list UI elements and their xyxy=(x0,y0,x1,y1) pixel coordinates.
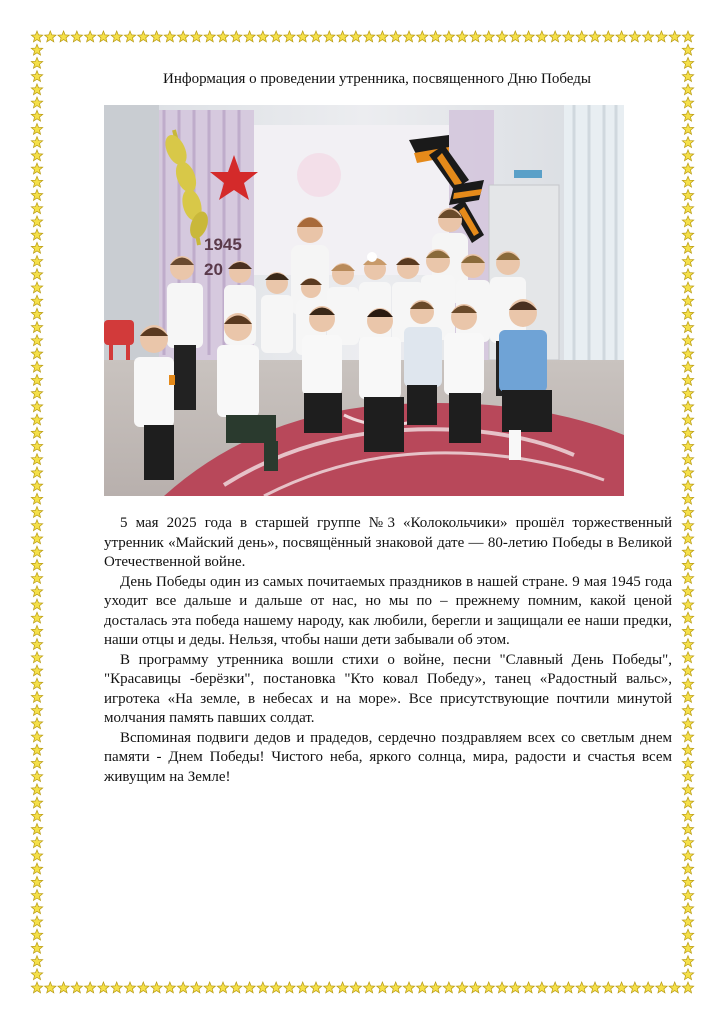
border-star-icon xyxy=(682,533,693,544)
border-star-icon xyxy=(31,203,42,214)
border-star-icon xyxy=(682,269,693,280)
border-star-icon xyxy=(363,31,374,42)
border-star-icon xyxy=(682,256,693,267)
border-star-icon xyxy=(111,31,122,42)
border-star-icon xyxy=(31,440,42,451)
border-star-icon xyxy=(563,982,574,993)
border-star-icon xyxy=(31,308,42,319)
border-star-icon xyxy=(682,559,693,570)
border-star-icon xyxy=(682,652,693,663)
border-star-icon xyxy=(31,533,42,544)
border-star-icon xyxy=(31,757,42,768)
border-star-icon xyxy=(682,308,693,319)
border-star-icon xyxy=(603,982,614,993)
border-star-icon xyxy=(177,982,188,993)
border-star-icon xyxy=(124,31,135,42)
border-star-icon xyxy=(31,771,42,782)
border-star-icon xyxy=(682,639,693,650)
border-star-icon xyxy=(31,176,42,187)
border-star-icon xyxy=(31,797,42,808)
border-star-icon xyxy=(682,691,693,702)
border-star-icon xyxy=(390,982,401,993)
border-star-icon xyxy=(31,652,42,663)
border-star-icon xyxy=(682,665,693,676)
border-star-icon xyxy=(669,982,680,993)
border-star-icon xyxy=(682,57,693,68)
border-star-icon xyxy=(682,810,693,821)
border-star-icon xyxy=(31,493,42,504)
border-star-icon xyxy=(270,982,281,993)
border-star-icon xyxy=(682,335,693,346)
border-star-icon xyxy=(31,427,42,438)
border-star-icon xyxy=(682,599,693,610)
border-star-icon xyxy=(31,480,42,491)
border-star-icon xyxy=(31,744,42,755)
border-star-icon xyxy=(31,903,42,914)
border-star-icon xyxy=(138,982,149,993)
border-star-icon xyxy=(191,982,202,993)
border-star-icon xyxy=(297,982,308,993)
border-star-icon xyxy=(257,31,268,42)
border-star-icon xyxy=(682,493,693,504)
border-star-icon xyxy=(217,31,228,42)
border-star-icon xyxy=(31,216,42,227)
border-star-icon xyxy=(483,982,494,993)
border-star-icon xyxy=(31,691,42,702)
border-star-icon xyxy=(45,31,56,42)
border-star-icon xyxy=(682,401,693,412)
border-star-icon xyxy=(510,982,521,993)
border-star-icon xyxy=(31,718,42,729)
border-star-icon xyxy=(31,520,42,531)
border-star-icon xyxy=(470,31,481,42)
border-star-icon xyxy=(310,982,321,993)
paragraph-1: 5 мая 2025 года в старшей группе №3 «Колокольчики» прошёл торжественный утренник «Майский день», посвящённый знаковой дате — 80-летию Победы в Великой Отечественной войне. xyxy=(104,515,672,570)
border-star-icon xyxy=(257,982,268,993)
border-star-icon xyxy=(31,361,42,372)
border-star-icon xyxy=(682,190,693,201)
border-star-icon xyxy=(45,982,56,993)
border-star-icon xyxy=(682,612,693,623)
border-star-icon xyxy=(204,31,215,42)
border-star-icon xyxy=(682,876,693,887)
border-star-icon xyxy=(164,982,175,993)
border-star-icon xyxy=(31,44,42,55)
sign-year-1945: 1945 xyxy=(204,235,242,254)
sign-year-20: 20 xyxy=(204,260,223,279)
border-star-icon xyxy=(682,31,693,42)
border-star-icon xyxy=(417,31,428,42)
border-star-icon xyxy=(456,31,467,42)
border-star-icon xyxy=(510,31,521,42)
paragraph-2: День Победы один из самых почитаемых праздников в нашей стране. 9 мая 1945 года уходит все дальше и дальше от нас, но мы по – прежнему помним, какой ценой досталась эта победа нашему народу, как любили, берегли и защищали ее наши предки, наши отцы и деды. Нельзя, чтобы наши дети забывали об этом. xyxy=(104,573,672,648)
border-star-icon xyxy=(31,586,42,597)
border-star-icon xyxy=(682,942,693,953)
border-star-icon xyxy=(98,31,109,42)
border-star-icon xyxy=(31,612,42,623)
border-star-icon xyxy=(31,916,42,927)
border-star-icon xyxy=(31,810,42,821)
border-star-icon xyxy=(31,110,42,121)
border-star-icon xyxy=(31,295,42,306)
border-star-icon xyxy=(31,705,42,716)
border-star-icon xyxy=(682,414,693,425)
border-star-icon xyxy=(682,282,693,293)
border-star-icon xyxy=(31,414,42,425)
border-star-icon xyxy=(682,348,693,359)
border-star-icon xyxy=(31,824,42,835)
border-star-icon xyxy=(31,322,42,333)
border-star-icon xyxy=(682,203,693,214)
border-star-icon xyxy=(629,31,640,42)
border-star-icon xyxy=(682,586,693,597)
border-star-icon xyxy=(31,348,42,359)
border-star-icon xyxy=(31,256,42,267)
border-star-icon xyxy=(71,31,82,42)
border-star-icon xyxy=(231,31,242,42)
border-star-icon xyxy=(151,31,162,42)
border-star-icon xyxy=(682,705,693,716)
border-star-icon xyxy=(549,982,560,993)
border-star-icon xyxy=(682,44,693,55)
border-star-icon xyxy=(31,57,42,68)
border-star-icon xyxy=(31,150,42,161)
border-star-icon xyxy=(403,982,414,993)
paragraph-4: Вспоминая подвиги дедов и прадедов, сердечно поздравляем всех со светлым днем памяти - Днем Победы! Чистого неба, яркого солнца, мира, радости и счастья всем живущим на Земле! xyxy=(104,729,672,785)
border-star-icon xyxy=(682,163,693,174)
border-star-icon xyxy=(682,123,693,134)
border-star-icon xyxy=(31,942,42,953)
border-star-icon xyxy=(682,625,693,636)
border-star-icon xyxy=(682,903,693,914)
border-star-icon xyxy=(682,982,693,993)
border-star-icon xyxy=(31,97,42,108)
border-star-icon xyxy=(204,982,215,993)
border-star-icon xyxy=(31,454,42,465)
exit-sign xyxy=(514,170,542,178)
border-star-icon xyxy=(31,163,42,174)
border-star-icon xyxy=(549,31,560,42)
border-star-icon xyxy=(682,718,693,729)
border-star-icon xyxy=(31,123,42,134)
border-star-icon xyxy=(496,31,507,42)
border-star-icon xyxy=(470,982,481,993)
border-star-icon xyxy=(31,969,42,980)
border-star-icon xyxy=(682,322,693,333)
border-star-icon xyxy=(377,982,388,993)
border-star-icon xyxy=(629,982,640,993)
border-star-icon xyxy=(297,31,308,42)
border-star-icon xyxy=(682,427,693,438)
border-star-icon xyxy=(682,863,693,874)
border-star-icon xyxy=(324,31,335,42)
border-star-icon xyxy=(31,335,42,346)
border-star-icon xyxy=(682,97,693,108)
border-star-icon xyxy=(682,850,693,861)
border-star-icon xyxy=(31,784,42,795)
border-star-icon xyxy=(682,507,693,518)
border-star-icon xyxy=(31,137,42,148)
border-star-icon xyxy=(417,982,428,993)
border-star-icon xyxy=(350,982,361,993)
border-star-icon xyxy=(682,361,693,372)
border-star-icon xyxy=(31,837,42,848)
border-star-icon xyxy=(71,982,82,993)
border-star-icon xyxy=(31,388,42,399)
border-star-icon xyxy=(682,150,693,161)
border-star-icon xyxy=(390,31,401,42)
border-star-icon xyxy=(656,982,667,993)
border-star-icon xyxy=(31,269,42,280)
border-star-icon xyxy=(682,824,693,835)
border-star-icon xyxy=(603,31,614,42)
border-star-icon xyxy=(337,31,348,42)
border-star-icon xyxy=(231,982,242,993)
page-title: Информация о проведении утренника, посвященного Дню Победы xyxy=(163,71,591,87)
border-star-icon xyxy=(403,31,414,42)
border-star-icon xyxy=(682,176,693,187)
border-star-icon xyxy=(31,678,42,689)
border-star-icon xyxy=(164,31,175,42)
border-star-icon xyxy=(84,982,95,993)
border-star-icon xyxy=(284,982,295,993)
border-star-icon xyxy=(682,467,693,478)
border-star-icon xyxy=(483,31,494,42)
border-star-icon xyxy=(682,573,693,584)
border-star-icon xyxy=(350,31,361,42)
border-star-icon xyxy=(682,374,693,385)
border-star-icon xyxy=(456,982,467,993)
border-star-icon xyxy=(31,546,42,557)
border-star-icon xyxy=(111,982,122,993)
border-star-icon xyxy=(682,956,693,967)
border-star-icon xyxy=(31,507,42,518)
border-star-icon xyxy=(84,31,95,42)
border-star-icon xyxy=(563,31,574,42)
border-star-icon xyxy=(642,31,653,42)
border-star-icon xyxy=(31,282,42,293)
border-star-icon xyxy=(58,982,69,993)
border-star-icon xyxy=(31,625,42,636)
border-star-icon xyxy=(31,374,42,385)
border-star-icon xyxy=(31,229,42,240)
border-star-icon xyxy=(682,929,693,940)
border-star-icon xyxy=(284,31,295,42)
article-body xyxy=(104,514,672,787)
border-star-icon xyxy=(31,599,42,610)
paragraph-3: В программу утренника вошли стихи о войне, песни "Славный День Победы", "Красавицы -берёзки", постановка "Кто ковал Победу», танец «Радостный вальс», игротека «На земле, в небесах и на море». Все присутствующие почтили минутой молчания память павших солдат. xyxy=(104,651,672,726)
border-star-icon xyxy=(669,31,680,42)
border-star-icon xyxy=(682,480,693,491)
border-star-icon xyxy=(31,401,42,412)
border-star-icon xyxy=(124,982,135,993)
border-star-icon xyxy=(31,731,42,742)
border-star-icon xyxy=(31,559,42,570)
border-star-icon xyxy=(536,31,547,42)
border-star-icon xyxy=(31,850,42,861)
border-star-icon xyxy=(191,31,202,42)
border-star-icon xyxy=(682,784,693,795)
border-star-icon xyxy=(443,982,454,993)
border-star-icon xyxy=(31,190,42,201)
border-star-icon xyxy=(682,916,693,927)
border-star-icon xyxy=(682,440,693,451)
border-star-icon xyxy=(682,229,693,240)
border-star-icon xyxy=(682,137,693,148)
border-star-icon xyxy=(682,216,693,227)
border-star-icon xyxy=(682,744,693,755)
border-star-icon xyxy=(576,982,587,993)
border-star-icon xyxy=(682,295,693,306)
border-star-icon xyxy=(31,876,42,887)
event-photo-illustration xyxy=(104,105,624,496)
border-star-icon xyxy=(682,837,693,848)
border-star-icon xyxy=(496,982,507,993)
border-star-icon xyxy=(310,31,321,42)
border-star-icon xyxy=(682,890,693,901)
border-star-icon xyxy=(363,982,374,993)
border-star-icon xyxy=(682,797,693,808)
border-star-icon xyxy=(682,678,693,689)
border-star-icon xyxy=(682,771,693,782)
border-star-icon xyxy=(589,982,600,993)
firework-glow xyxy=(297,153,341,197)
border-star-icon xyxy=(151,982,162,993)
border-star-icon xyxy=(377,31,388,42)
border-star-icon xyxy=(536,982,547,993)
border-star-icon xyxy=(31,242,42,253)
border-star-icon xyxy=(682,731,693,742)
border-star-icon xyxy=(523,31,534,42)
border-star-icon xyxy=(31,467,42,478)
border-star-icon xyxy=(682,546,693,557)
border-star-icon xyxy=(31,31,42,42)
border-star-icon xyxy=(177,31,188,42)
border-star-icon xyxy=(58,31,69,42)
border-star-icon xyxy=(430,982,441,993)
border-star-icon xyxy=(682,242,693,253)
border-star-icon xyxy=(430,31,441,42)
border-star-icon xyxy=(270,31,281,42)
border-star-icon xyxy=(31,982,42,993)
border-star-icon xyxy=(31,956,42,967)
border-star-icon xyxy=(682,454,693,465)
border-star-icon xyxy=(682,969,693,980)
border-star-icon xyxy=(576,31,587,42)
border-star-icon xyxy=(682,388,693,399)
border-star-icon xyxy=(31,573,42,584)
border-star-icon xyxy=(443,31,454,42)
border-star-icon xyxy=(682,520,693,531)
border-star-icon xyxy=(616,982,627,993)
border-star-icon xyxy=(642,982,653,993)
border-star-icon xyxy=(31,929,42,940)
border-star-icon xyxy=(337,982,348,993)
border-star-icon xyxy=(217,982,228,993)
border-star-icon xyxy=(31,665,42,676)
border-star-icon xyxy=(244,982,255,993)
border-star-icon xyxy=(656,31,667,42)
border-star-icon xyxy=(682,757,693,768)
border-star-icon xyxy=(244,31,255,42)
border-star-icon xyxy=(31,863,42,874)
border-star-icon xyxy=(31,890,42,901)
event-photo xyxy=(104,105,624,496)
border-star-icon xyxy=(616,31,627,42)
border-star-icon xyxy=(324,982,335,993)
border-star-icon xyxy=(589,31,600,42)
border-star-icon xyxy=(31,639,42,650)
border-star-icon xyxy=(98,982,109,993)
border-star-icon xyxy=(138,31,149,42)
border-star-icon xyxy=(682,110,693,121)
border-star-icon xyxy=(523,982,534,993)
